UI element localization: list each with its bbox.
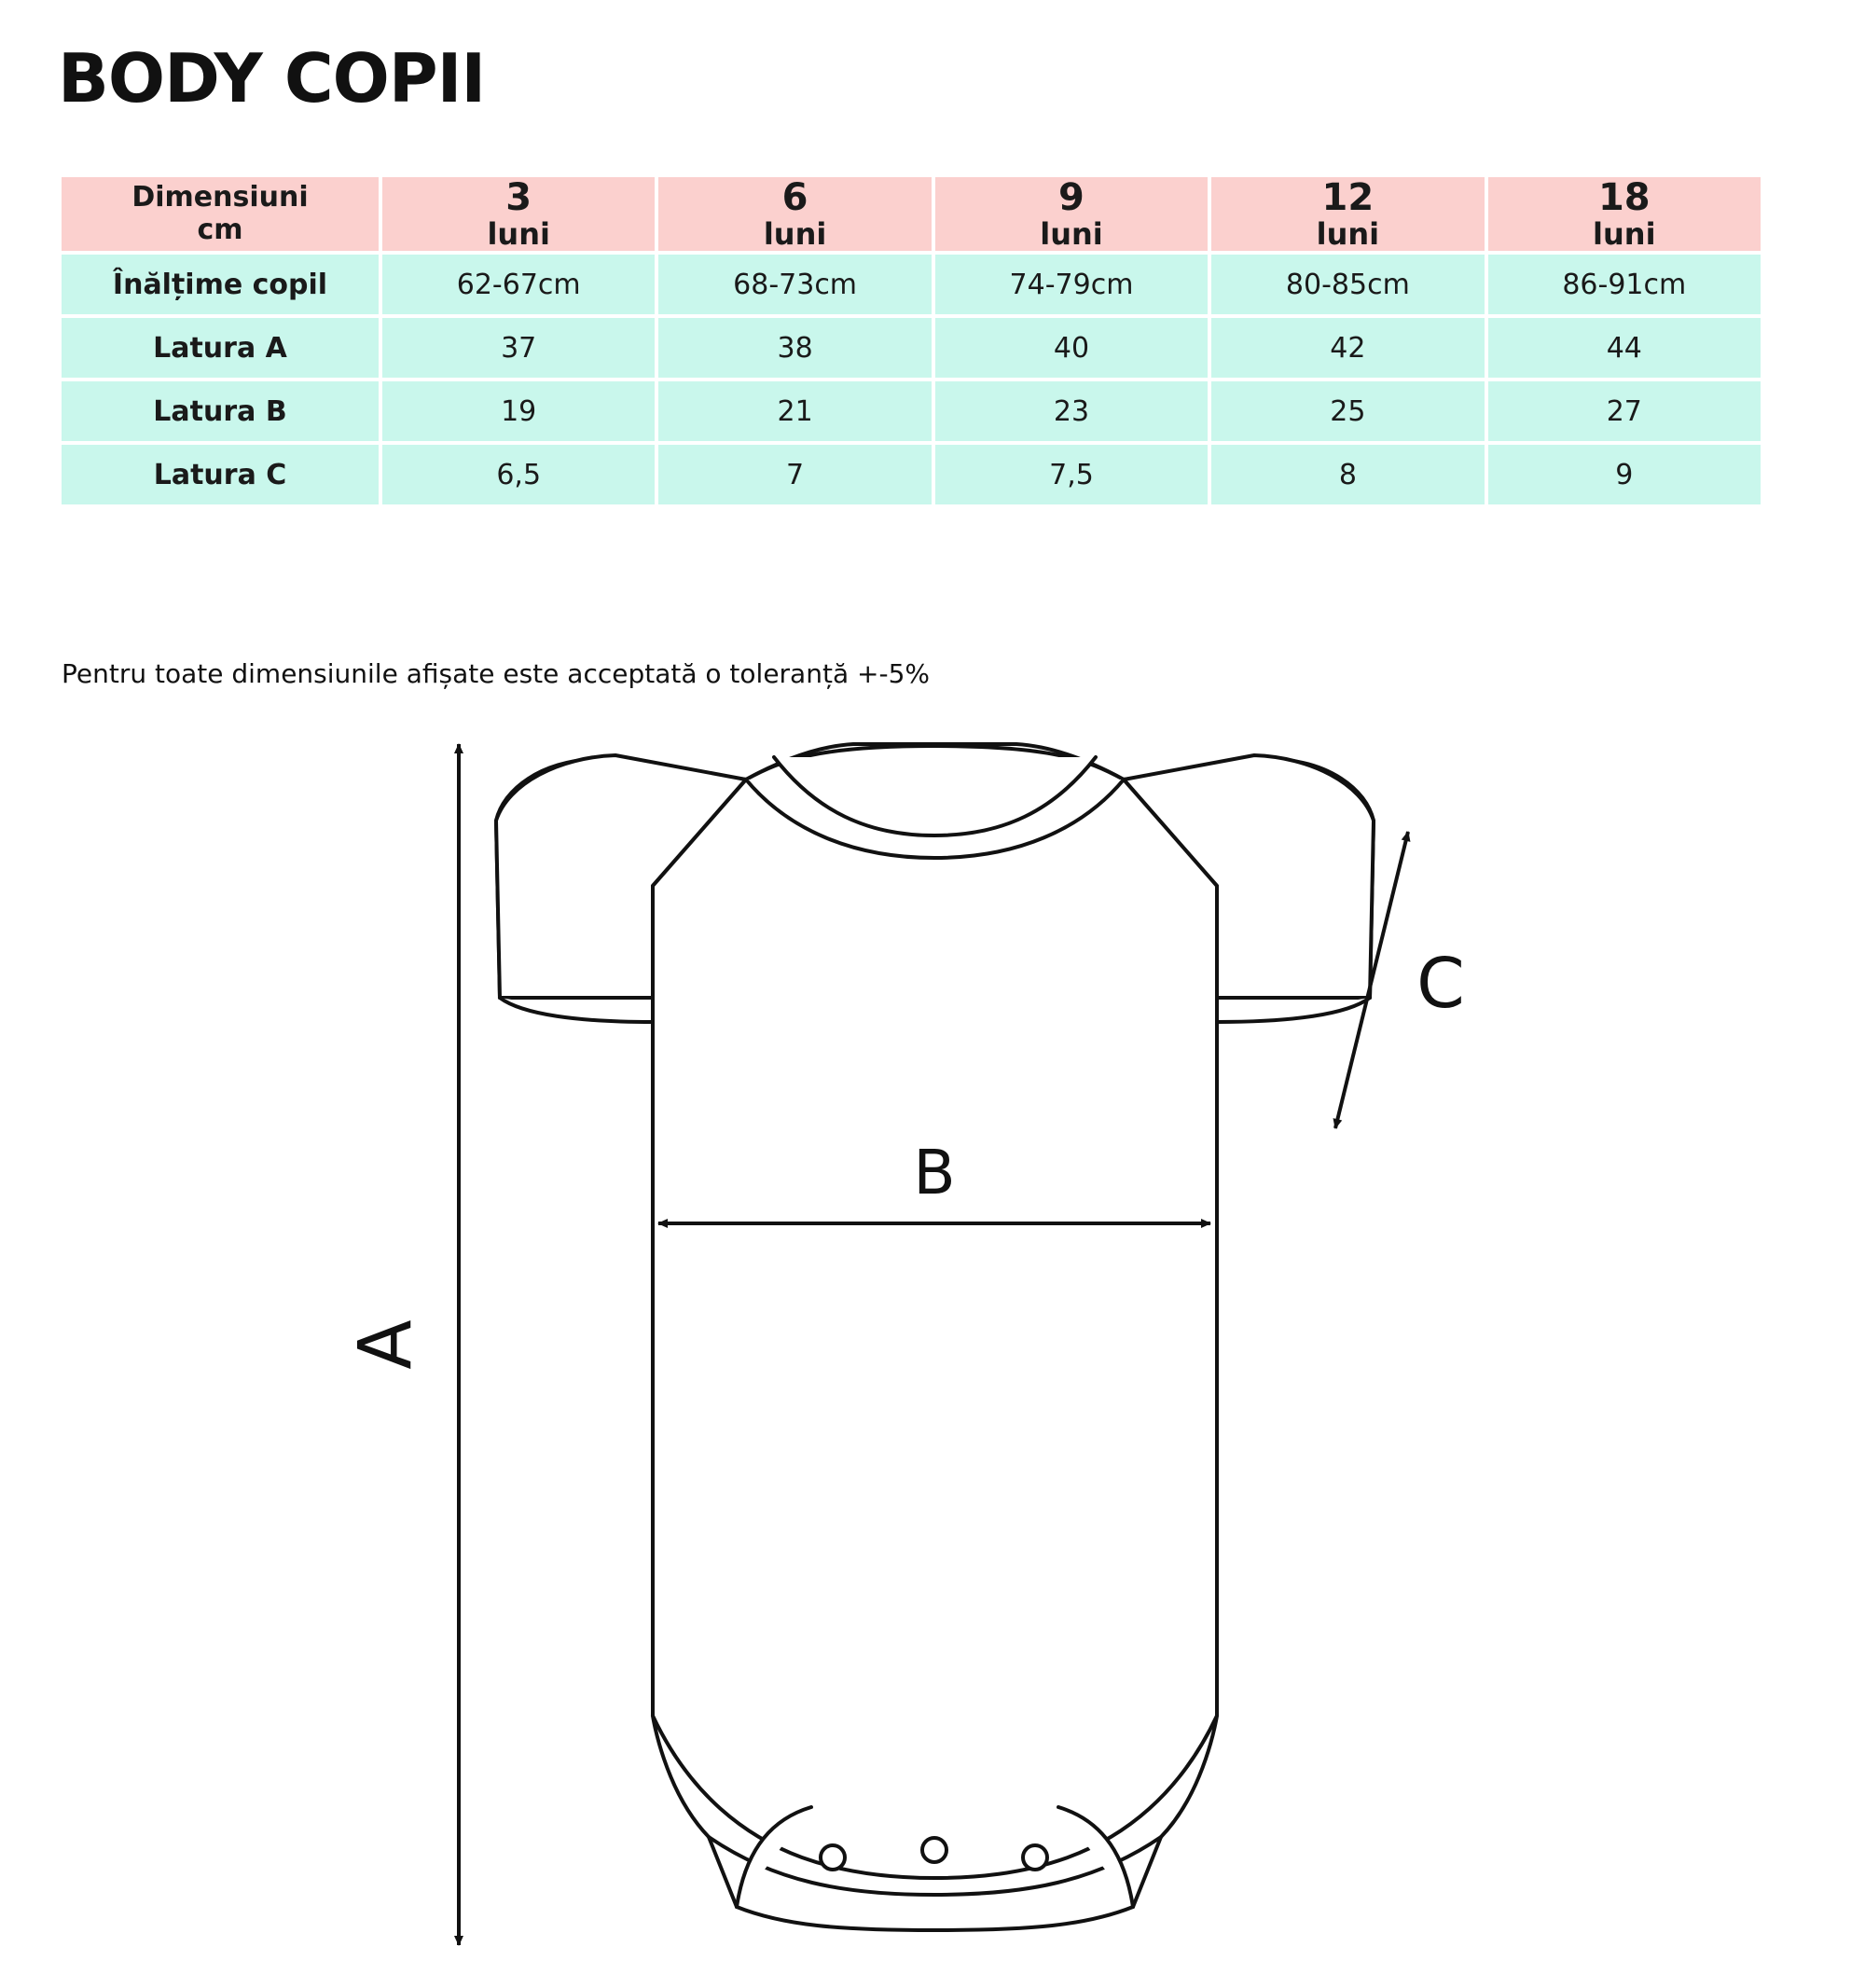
cell-height-18: 86-91cm [1488,255,1761,314]
dimension-a-label: A [344,1319,428,1370]
size-number: 9 [1058,176,1084,219]
table-corner-label [62,177,379,251]
dimension-a [344,744,459,1945]
size-unit: luni [487,216,550,252]
table-header-row [62,177,1761,251]
size-unit: luni [1593,216,1656,252]
cell-c-9: 7,5 [935,445,1208,504]
cell-a-9: 40 [935,318,1208,378]
cell-b-9: 23 [935,381,1208,441]
size-number: 18 [1597,176,1651,219]
table-row [62,318,1761,378]
table-header-size-0 [382,177,655,251]
dimension-b-label: B [913,1137,956,1208]
cell-b-18: 27 [1488,381,1761,441]
table-row [62,255,1761,314]
cell-b-12: 25 [1211,381,1484,441]
size-number: 6 [781,176,808,219]
row-label-side-a: Latura A [62,318,379,378]
table-header-size-3 [1211,177,1484,251]
table-row [62,381,1761,441]
cell-height-12: 80-85cm [1211,255,1484,314]
cell-c-6: 7 [658,445,931,504]
size-number: 12 [1321,176,1375,219]
table-header-size-4 [1488,177,1761,251]
size-table [58,173,1764,508]
bodysuit-diagram [0,718,1865,1967]
size-unit: luni [1316,216,1380,252]
bodysuit-shape-detail [496,746,1374,1930]
cell-c-12: 8 [1211,445,1484,504]
cell-c-3: 6,5 [382,445,655,504]
cell-a-12: 42 [1211,318,1484,378]
cell-b-6: 21 [658,381,931,441]
cell-a-18: 44 [1488,318,1761,378]
cell-b-3: 19 [382,381,655,441]
row-label-side-b: Latura B [62,381,379,441]
size-unit: luni [1040,216,1103,252]
table-row [62,445,1761,504]
table-header-size-2 [935,177,1208,251]
tolerance-note: Pentru toate dimensiunile afișate este acceptată o toleranță +-5% [62,658,930,689]
cell-height-3: 62-67cm [382,255,655,314]
table-header-size-1 [658,177,931,251]
corner-label-line2: cm [197,213,243,246]
row-label-side-c: Latura C [62,445,379,504]
page-title: BODY COPII [58,39,486,117]
dimension-c-label: C [1416,944,1465,1024]
cell-c-18: 9 [1488,445,1761,504]
row-label-height: Înălțime copil [62,255,379,314]
cell-a-6: 38 [658,318,931,378]
cell-a-3: 37 [382,318,655,378]
cell-height-6: 68-73cm [658,255,931,314]
cell-height-9: 74-79cm [935,255,1208,314]
corner-label-line1: Dimensiuni [131,181,309,214]
size-number: 3 [505,176,532,219]
size-unit: luni [763,216,827,252]
